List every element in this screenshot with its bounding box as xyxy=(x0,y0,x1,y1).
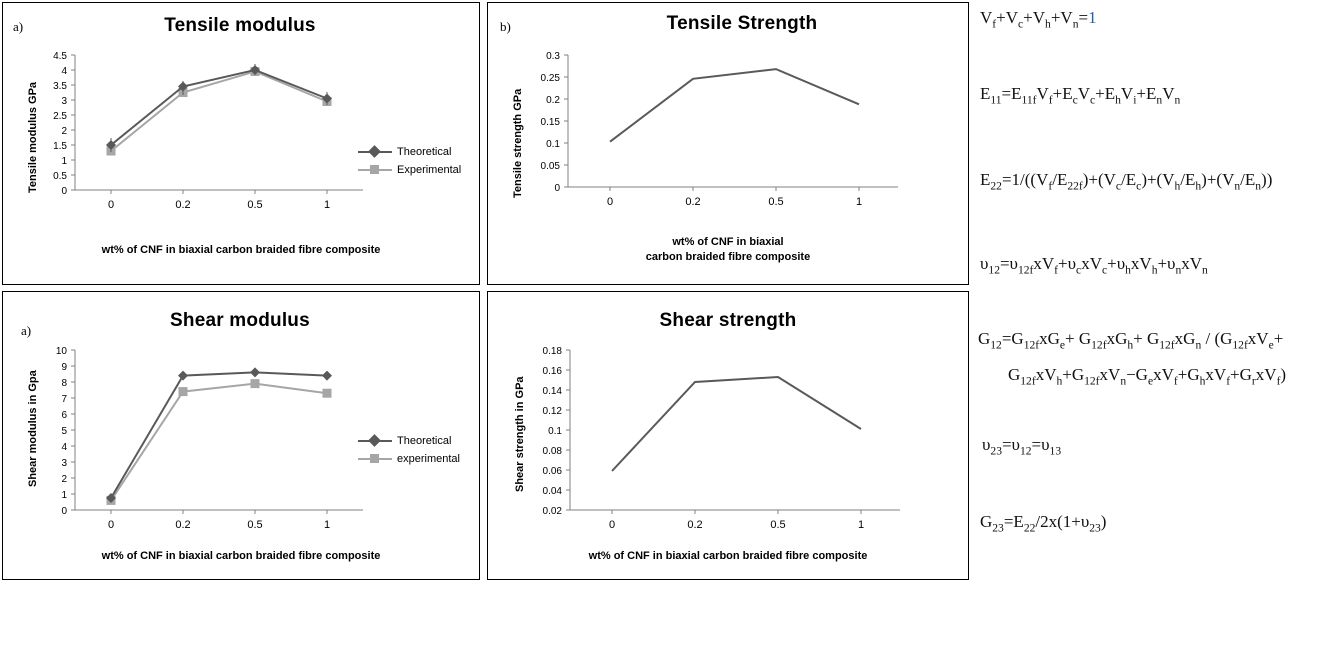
chart-title-tensile-modulus: Tensile modulus xyxy=(164,15,316,36)
svg-text:0: 0 xyxy=(61,506,67,517)
svg-text:0.16: 0.16 xyxy=(542,366,562,377)
svg-text:4: 4 xyxy=(61,442,67,453)
legend-line-theoretical xyxy=(358,440,392,442)
svg-text:7: 7 xyxy=(61,394,67,405)
svg-text:1: 1 xyxy=(857,519,865,530)
x-axis-label-shear-strength: wt% of CNF in biaxial carbon braided fibre composite xyxy=(588,550,868,562)
formula-poisson-23: $\upsilon_{23}=\upsilon_{12}=\upsilon_{13}$ xyxy=(982,435,1062,458)
formula-column xyxy=(972,0,1342,665)
formula-e11: $E_{11}=E_{11f}V_f+E_cV_c+E_hV_i+E_nV_n$ xyxy=(980,84,1181,107)
svg-text:1: 1 xyxy=(855,196,863,208)
svg-text:0.2: 0.2 xyxy=(546,95,560,106)
svg-text:0.2: 0.2 xyxy=(175,199,191,211)
chart-panel-tensile-modulus xyxy=(2,2,480,285)
formula-volume-fractions-value: 1 xyxy=(1088,8,1097,27)
svg-text:3: 3 xyxy=(61,96,67,107)
svg-text:0.1: 0.1 xyxy=(546,139,560,150)
svg-text:0.2: 0.2 xyxy=(175,519,191,530)
svg-text:2.5: 2.5 xyxy=(53,111,67,122)
square-marker-icon xyxy=(370,165,379,174)
square-marker-icon xyxy=(370,454,379,463)
svg-text:0.5: 0.5 xyxy=(768,196,784,208)
svg-text:0.5: 0.5 xyxy=(247,199,263,211)
plot-area-shear-strength xyxy=(520,340,950,530)
x-axis-label-tensile-modulus: wt% of CNF in biaxial carbon braided fibre composite xyxy=(101,244,381,256)
svg-text:1: 1 xyxy=(323,519,331,530)
formula-poisson-12: $\upsilon_{12}=\upsilon_{12f}xV_f+\upsilon_cxV_c+\upsilon_hxV_h+\upsilon_nxV_n$ xyxy=(980,254,1208,277)
legend-line-experimental xyxy=(358,458,392,460)
legend-item-theoretical xyxy=(358,143,461,161)
legend-item-experimental xyxy=(358,161,461,179)
legend-tensile-modulus xyxy=(358,143,461,179)
svg-text:1: 1 xyxy=(61,490,67,501)
x-axis-label-shear-modulus: wt% of CNF in biaxial carbon braided fibre composite xyxy=(101,550,381,562)
svg-text:0.5: 0.5 xyxy=(247,519,263,530)
formula-g23: $G_{23}=E_{22}/2x(1+\upsilon_{23})$ xyxy=(980,512,1107,535)
x-axis-label-line2: carbon braided fibre composite xyxy=(645,250,811,263)
svg-text:1: 1 xyxy=(61,156,67,167)
svg-text:0.5: 0.5 xyxy=(53,171,67,182)
svg-text:0.3: 0.3 xyxy=(546,51,560,62)
panel-tag-a: a) xyxy=(13,19,24,34)
svg-text:0.2: 0.2 xyxy=(685,196,701,208)
y-axis-label-shear-modulus: Shear modulus in Gpa xyxy=(27,370,39,487)
svg-text:0.12: 0.12 xyxy=(542,406,562,417)
formula-e22: $E_{22}=1/((V_f/E_{22f})+(V_c/E_c)+(V_h/E_h)+(V_n/E_n))$ xyxy=(980,170,1273,193)
plot-area-tensile-modulus xyxy=(33,45,453,220)
legend-line-theoretical xyxy=(358,151,392,153)
svg-text:8: 8 xyxy=(61,378,67,389)
plot-area-tensile-strength xyxy=(518,45,948,225)
panel-tag-b: b) xyxy=(500,19,511,34)
chart-title-tensile-strength: Tensile Strength xyxy=(666,13,818,34)
svg-text:0.02: 0.02 xyxy=(542,506,562,517)
svg-text:0: 0 xyxy=(554,183,560,194)
legend-line-experimental xyxy=(358,169,392,171)
x-axis-label-line1: wt% of CNF in biaxial xyxy=(672,236,784,248)
svg-text:2: 2 xyxy=(61,474,67,485)
legend-label-experimental: Experimental xyxy=(397,164,462,176)
svg-text:6: 6 xyxy=(61,410,67,421)
legend-label-experimental: experimental xyxy=(397,453,460,465)
panel-tag-c: a) xyxy=(21,323,32,338)
svg-text:1.5: 1.5 xyxy=(53,141,67,152)
svg-text:0.06: 0.06 xyxy=(542,466,562,477)
diamond-marker-icon xyxy=(368,145,381,158)
svg-text:4: 4 xyxy=(61,66,67,77)
svg-text:5: 5 xyxy=(61,426,67,437)
svg-text:0: 0 xyxy=(107,199,115,211)
svg-text:0: 0 xyxy=(61,186,67,197)
chart-title-shear-strength: Shear strength xyxy=(659,310,797,331)
svg-text:0.15: 0.15 xyxy=(540,117,560,128)
diamond-marker-icon xyxy=(368,434,381,447)
svg-text:0.5: 0.5 xyxy=(770,519,786,530)
x-axis-label-tensile-strength xyxy=(488,235,968,265)
svg-text:0.05: 0.05 xyxy=(540,161,560,172)
svg-text:0.04: 0.04 xyxy=(542,486,562,497)
svg-text:0.08: 0.08 xyxy=(542,446,562,457)
svg-text:9: 9 xyxy=(61,362,67,373)
svg-text:3: 3 xyxy=(61,458,67,469)
svg-text:0.2: 0.2 xyxy=(687,519,703,530)
chart-panel-shear-strength xyxy=(487,291,969,580)
svg-text:0.1: 0.1 xyxy=(548,426,562,437)
svg-text:4.5: 4.5 xyxy=(53,51,67,62)
svg-text:0: 0 xyxy=(606,196,614,208)
legend-label-theoretical: Theoretical xyxy=(397,435,452,447)
svg-text:2: 2 xyxy=(61,126,67,137)
y-axis-label-shear-strength: Shear strength in GPa xyxy=(514,376,526,492)
svg-text:10: 10 xyxy=(55,346,67,357)
svg-text:0.25: 0.25 xyxy=(540,73,560,84)
svg-text:0.18: 0.18 xyxy=(542,346,562,357)
formula-volume-fractions-text: $V_f+V_c+V_h+V_n=$ xyxy=(980,8,1089,31)
chart-panel-shear-modulus xyxy=(2,291,480,580)
legend-shear-modulus xyxy=(358,432,460,468)
svg-text:0: 0 xyxy=(107,519,115,530)
formula-g12-line1: $G_{12}=G_{12f}xG_e+ G_{12f}xG_h+ G_{12f}xG_n / (G_{12f}xV_e+$ xyxy=(978,329,1284,352)
formula-g12-line2: $G_{12f}xV_h+G_{12f}xV_n-G_exV_f+G_hxV_f+G_rxV_f$) xyxy=(1008,365,1287,388)
legend-item-experimental xyxy=(358,450,460,468)
svg-text:0.14: 0.14 xyxy=(542,386,562,397)
y-axis-label-tensile-modulus: Tensile modulus GPa xyxy=(27,81,39,193)
svg-text:3.5: 3.5 xyxy=(53,81,67,92)
svg-text:0: 0 xyxy=(608,519,616,530)
y-axis-label-tensile-strength: Tensile strength GPa xyxy=(512,88,524,198)
svg-text:1: 1 xyxy=(323,199,331,211)
legend-label-theoretical: Theoretical xyxy=(397,146,452,158)
chart-title-shear-modulus: Shear modulus xyxy=(170,310,310,331)
chart-panel-tensile-strength xyxy=(487,2,969,285)
legend-item-theoretical xyxy=(358,432,460,450)
formula-volume-fractions xyxy=(980,6,1097,33)
